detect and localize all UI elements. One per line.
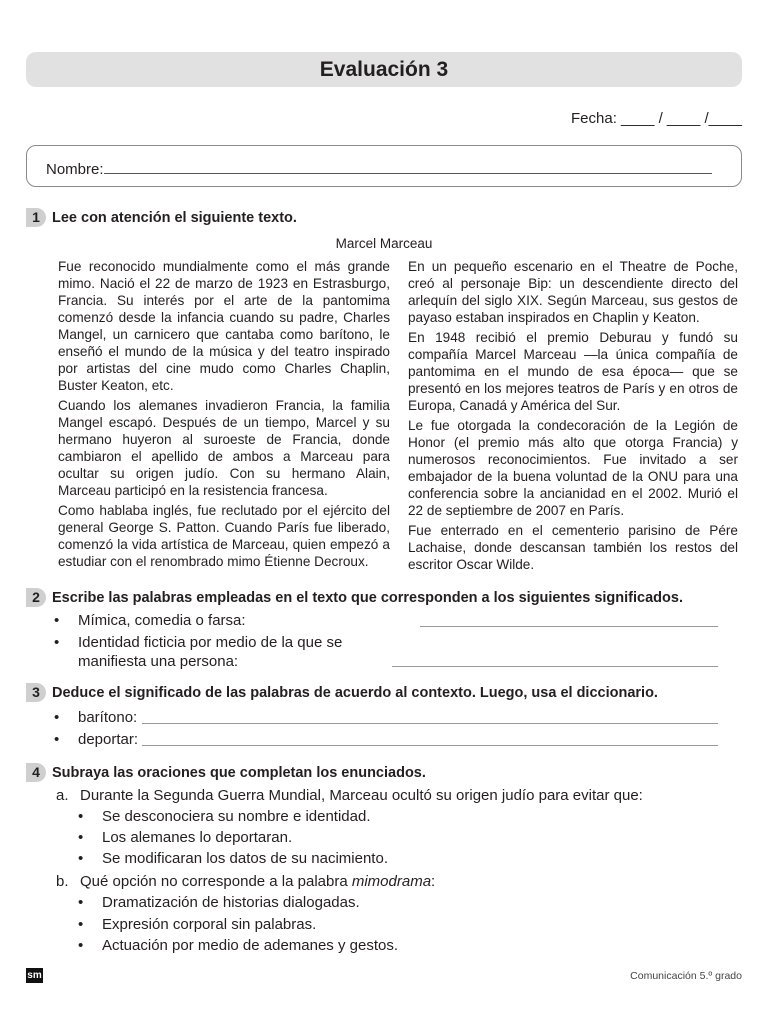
list-item-cont: [78, 653, 238, 670]
option-text[interactable]: Actuación por medio de ademanes y gestos.: [102, 937, 399, 954]
item-text: Identidad ficticia por medio de la que se: [78, 634, 343, 651]
date-field[interactable]: Fecha: ____ / ____ /____: [571, 110, 742, 127]
page-title: Evaluación 3: [26, 52, 742, 87]
name-box[interactable]: [26, 145, 742, 187]
question-4: [26, 763, 426, 782]
option[interactable]: • Expresión corporal sin palabras.: [78, 916, 317, 933]
question-1: [26, 208, 297, 227]
option[interactable]: • Se modificaran los datos de su nacimiento.: [78, 850, 388, 867]
publisher-logo: sm: [27, 970, 42, 981]
footer-text: Comunicación 5.º grado: [630, 970, 742, 982]
answer-line[interactable]: [420, 626, 718, 627]
question-text: Lee con atención el siguiente texto.: [52, 209, 297, 226]
question-number: 1: [26, 208, 46, 227]
reading-title: Marcel Marceau: [335, 236, 433, 251]
name-label: Nombre:: [46, 161, 104, 178]
list-item: • Mímica, comedia o farsa:: [54, 612, 246, 629]
option-text[interactable]: Dramatización de historias dialogadas.: [102, 894, 360, 911]
answer-line[interactable]: [392, 666, 718, 667]
item-text: Mímica, comedia o farsa:: [78, 612, 246, 629]
paragraph: En 1948 recibió el premio Deburau y fundó su compañía Marcel Marceau —la única compañía de pantomima en el mundo de esa época— que se presentó en los mejores teatros de París y en otros de Europa, Canadá y América del Sur.: [408, 330, 738, 413]
item-text: manifiesta una persona:: [78, 653, 239, 670]
list-item: • Identidad ficticia por medio de la que se: [54, 634, 343, 651]
option[interactable]: • Los alemanes lo deportaran.: [78, 829, 293, 846]
sub-text-end: :: [431, 873, 436, 890]
reading-column-left: [58, 258, 390, 573]
list-item: • barítono:: [54, 709, 138, 726]
sub-text: Qué opción no corresponde a la palabra: [80, 873, 352, 890]
sub-question-a: [56, 787, 643, 804]
option[interactable]: • Se desconociera su nombre e identidad.: [78, 808, 371, 825]
question-text: Escribe las palabras empleadas en el texto que corresponden a los siguientes significados.: [52, 589, 683, 606]
item-text: deportar:: [78, 731, 139, 748]
question-number: 3: [26, 683, 46, 702]
paragraph: En un pequeño escenario en el Theatre de Poche, creó al personaje Bip: un descendiente directo del arlequín del siglo XIX. Según Marceau, sus gestos de payaso estaban inspirados en Chaplin y Keaton.: [408, 259, 738, 325]
paragraph: Cuando los alemanes invadieron Francia, la familia Mangel escapó. Después de un tiempo, Marcel y su hermano huyeron al suroeste de Francia, donde cambiaron el apellido de ambos a Marceau para ocultar su origen judío. Con su hermano Alain, Marceau participó en la resistencia francesa.: [58, 398, 390, 498]
paragraph: Le fue otorgada la condecoración de la Legión de Honor (el premio más alto que otorga Francia) y numerosos reconocimientos. Fue invitado a ser embajador de la buena voluntad de la ONU para una conferencia sobre la ancianidad en el 2002. Murió el 22 de septiembre de 2007 en París.: [408, 418, 738, 518]
paragraph: Fue enterrado en el cementerio parisino de Pére Lachaise, donde descansan también los restos del escritor Oscar Wilde.: [408, 523, 738, 572]
option-text[interactable]: Los alemanes lo deportaran.: [102, 829, 293, 846]
option-text[interactable]: Se modificaran los datos de su nacimiento.: [102, 850, 388, 867]
paragraph: Como hablaba inglés, fue reclutado por el ejército del general George S. Patton. Cuando París fue liberado, comenzó la vida artística de Marceau, quien empezó a estudiar con el renombrado mimo Étienne Decroux.: [58, 503, 390, 569]
option-text[interactable]: Expresión corporal sin palabras.: [102, 916, 317, 933]
reading-column-right: [408, 258, 738, 576]
item-text: barítono:: [78, 709, 138, 726]
list-item: • deportar:: [54, 731, 139, 748]
sub-label: b.: [56, 873, 69, 890]
sub-question-b: [56, 873, 435, 890]
sub-text-em: mimodrama: [351, 873, 432, 890]
paragraph: Fue reconocido mundialmente como el más grande mimo. Nació el 22 de marzo de 1923 en Estrasburgo, Francia. Su interés por el arte de la pantomima comenzó desde la infancia cuando su padre, Charles Mangel, un carnicero que cantaba como barítono, le enseñó el mundo de la música y del teatro inspirado por artistas del cine mudo como Charles Chaplin, Buster Keaton, etc.: [58, 259, 390, 393]
question-3: [26, 683, 658, 702]
answer-line[interactable]: [142, 745, 718, 746]
option[interactable]: • Dramatización de historias dialogadas.: [78, 894, 360, 911]
question-2: [26, 588, 683, 607]
question-text: Subraya las oraciones que completan los enunciados.: [52, 764, 426, 781]
answer-line[interactable]: [142, 723, 718, 724]
option-text[interactable]: Se desconociera su nombre e identidad.: [102, 808, 371, 825]
sub-text: Durante la Segunda Guerra Mundial, Marceau ocultó su origen judío para evitar que:: [80, 787, 643, 804]
name-line[interactable]: [104, 160, 712, 174]
question-text: Deduce el significado de las palabras de acuerdo al contexto. Luego, usa el diccionario.: [52, 684, 658, 701]
option[interactable]: • Actuación por medio de ademanes y gestos.: [78, 937, 399, 954]
question-number: 2: [26, 588, 46, 607]
question-number: 4: [26, 763, 46, 782]
sub-label: a.: [56, 787, 69, 804]
